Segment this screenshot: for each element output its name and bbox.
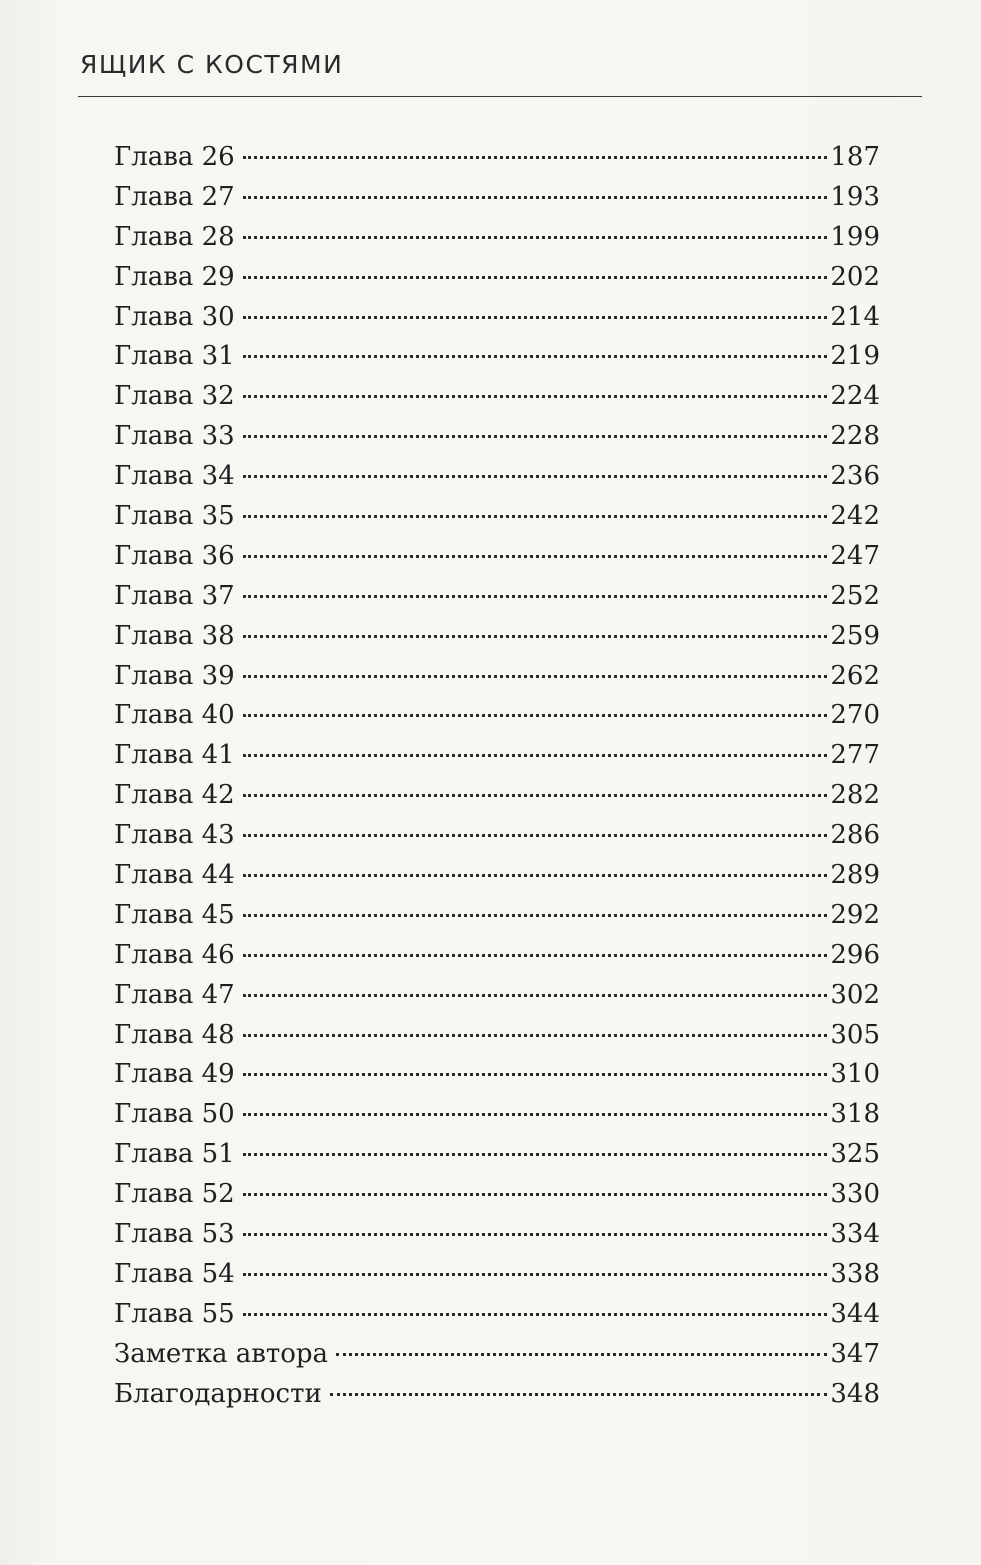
toc-entry — [114, 497, 880, 537]
toc-entry-title: Глава 55 — [114, 1298, 235, 1329]
toc-entry-page-number: 302 — [830, 979, 880, 1010]
toc-entry — [114, 337, 880, 377]
toc-entry-page-number: 277 — [830, 740, 880, 771]
toc-entry-title: Глава 33 — [114, 421, 235, 452]
dot-leader — [243, 395, 828, 398]
toc-entry-page-number: 262 — [830, 660, 880, 691]
toc-entry-page-number: 282 — [830, 780, 880, 811]
toc-entry — [114, 736, 880, 776]
dot-leader — [243, 595, 828, 598]
toc-entry-page-number: 202 — [830, 261, 880, 292]
dot-leader — [243, 276, 828, 279]
toc-entry — [114, 377, 880, 417]
dot-leader — [330, 1393, 828, 1396]
toc-entry-title: Глава 46 — [114, 939, 235, 970]
dot-leader — [336, 1353, 827, 1356]
toc-entry — [114, 1016, 880, 1056]
toc-entry-title: Глава 28 — [114, 221, 235, 252]
toc-entry-title: Глава 45 — [114, 899, 235, 930]
toc-entry-title: Благодарности — [114, 1378, 322, 1409]
table-of-contents — [114, 138, 880, 1415]
toc-entry — [114, 936, 880, 976]
toc-entry-page-number: 310 — [830, 1059, 880, 1090]
toc-entry-page-number: 236 — [830, 461, 880, 492]
toc-entry — [114, 1375, 880, 1415]
dot-leader — [243, 1153, 828, 1156]
dot-leader — [243, 754, 828, 757]
dot-leader — [243, 1073, 828, 1076]
toc-entry-title: Глава 27 — [114, 181, 235, 212]
toc-entry — [114, 776, 880, 816]
toc-entry-page-number: 259 — [830, 620, 880, 651]
dot-leader — [243, 1193, 828, 1196]
toc-entry-title: Глава 39 — [114, 660, 235, 691]
toc-entry-page-number: 338 — [830, 1258, 880, 1289]
toc-entry — [114, 218, 880, 258]
dot-leader — [243, 355, 828, 358]
toc-entry — [114, 1335, 880, 1375]
toc-entry-title: Глава 31 — [114, 341, 235, 372]
toc-entry-page-number: 219 — [830, 341, 880, 372]
toc-entry — [114, 1255, 880, 1295]
dot-leader — [243, 1273, 828, 1276]
dot-leader — [243, 236, 828, 239]
toc-entry-page-number: 228 — [830, 421, 880, 452]
toc-entry-title: Глава 35 — [114, 501, 235, 532]
toc-entry-title: Глава 43 — [114, 820, 235, 851]
dot-leader — [243, 196, 828, 199]
toc-entry — [114, 1175, 880, 1215]
dot-leader — [243, 156, 828, 159]
dot-leader — [243, 1313, 828, 1316]
dot-leader — [243, 954, 828, 957]
dot-leader — [243, 515, 828, 518]
toc-entry-title: Глава 42 — [114, 780, 235, 811]
toc-entry-page-number: 187 — [830, 142, 880, 172]
toc-entry — [114, 856, 880, 896]
toc-entry-title: Глава 26 — [114, 142, 235, 172]
toc-entry — [114, 537, 880, 577]
toc-entry-page-number: 330 — [830, 1179, 880, 1210]
dot-leader — [243, 994, 828, 997]
toc-entry — [114, 298, 880, 338]
toc-entry — [114, 696, 880, 736]
toc-entry-title: Глава 29 — [114, 261, 235, 292]
toc-entry — [114, 258, 880, 298]
toc-entry-page-number: 347 — [830, 1338, 880, 1369]
toc-entry-title: Глава 53 — [114, 1219, 235, 1250]
dot-leader — [243, 555, 828, 558]
toc-entry — [114, 896, 880, 936]
toc-entry — [114, 178, 880, 218]
toc-entry — [114, 976, 880, 1016]
toc-entry-page-number: 344 — [830, 1298, 880, 1329]
toc-entry-title: Глава 47 — [114, 979, 235, 1010]
toc-entry-page-number: 296 — [830, 939, 880, 970]
toc-entry-title: Глава 49 — [114, 1059, 235, 1090]
dot-leader — [243, 834, 828, 837]
toc-entry-title: Глава 32 — [114, 381, 235, 412]
toc-entry-title: Глава 30 — [114, 301, 235, 332]
toc-entry-page-number: 305 — [830, 1019, 880, 1050]
toc-entry-page-number: 193 — [830, 181, 880, 212]
dot-leader — [243, 914, 828, 917]
dot-leader — [243, 874, 828, 877]
toc-entry — [114, 1295, 880, 1335]
toc-entry-title: Глава 41 — [114, 740, 235, 771]
toc-entry-title: Глава 52 — [114, 1179, 235, 1210]
toc-entry — [114, 417, 880, 457]
toc-entry — [114, 816, 880, 856]
toc-entry-title: Заметка автора — [114, 1338, 329, 1369]
dot-leader — [243, 1113, 828, 1116]
toc-entry-title: Глава 36 — [114, 540, 235, 571]
header-rule — [78, 96, 922, 97]
toc-entry-title: Глава 40 — [114, 700, 235, 731]
toc-entry-title: Глава 38 — [114, 620, 235, 651]
toc-entry-page-number: 348 — [830, 1378, 880, 1409]
toc-entry-title: Глава 37 — [114, 580, 235, 611]
dot-leader — [243, 1034, 828, 1037]
toc-entry-page-number: 252 — [830, 580, 880, 611]
toc-entry — [114, 457, 880, 497]
running-head: ЯЩИК С КОСТЯМИ — [80, 50, 344, 79]
toc-entry — [114, 1055, 880, 1095]
toc-entry-page-number: 270 — [830, 700, 880, 731]
toc-entry-page-number: 289 — [830, 860, 880, 891]
dot-leader — [243, 475, 828, 478]
toc-entry-title: Глава 54 — [114, 1258, 235, 1289]
dot-leader — [243, 714, 828, 717]
toc-entry-page-number: 242 — [830, 501, 880, 532]
toc-entry-title: Глава 34 — [114, 461, 235, 492]
toc-entry-title: Глава 51 — [114, 1139, 235, 1170]
toc-entry-page-number: 286 — [830, 820, 880, 851]
toc-entry-title: Глава 50 — [114, 1099, 235, 1130]
dot-leader — [243, 794, 828, 797]
toc-entry-page-number: 224 — [830, 381, 880, 412]
toc-entry-page-number: 199 — [830, 221, 880, 252]
toc-entry — [114, 1135, 880, 1175]
dot-leader — [243, 635, 828, 638]
toc-entry — [114, 657, 880, 697]
dot-leader — [243, 1233, 828, 1236]
dot-leader — [243, 675, 828, 678]
toc-entry — [114, 1215, 880, 1255]
toc-entry-page-number: 292 — [830, 899, 880, 930]
toc-entry-page-number: 247 — [830, 540, 880, 571]
toc-entry-title: Глава 44 — [114, 860, 235, 891]
toc-entry-page-number: 325 — [830, 1139, 880, 1170]
toc-entry-page-number: 334 — [830, 1219, 880, 1250]
toc-entry-title: Глава 48 — [114, 1019, 235, 1050]
dot-leader — [243, 316, 828, 319]
toc-entry — [114, 1095, 880, 1135]
dot-leader — [243, 435, 828, 438]
toc-entry — [114, 138, 880, 178]
toc-entry-page-number: 318 — [830, 1099, 880, 1130]
toc-entry-page-number: 214 — [830, 301, 880, 332]
toc-entry — [114, 577, 880, 617]
toc-entry — [114, 617, 880, 657]
